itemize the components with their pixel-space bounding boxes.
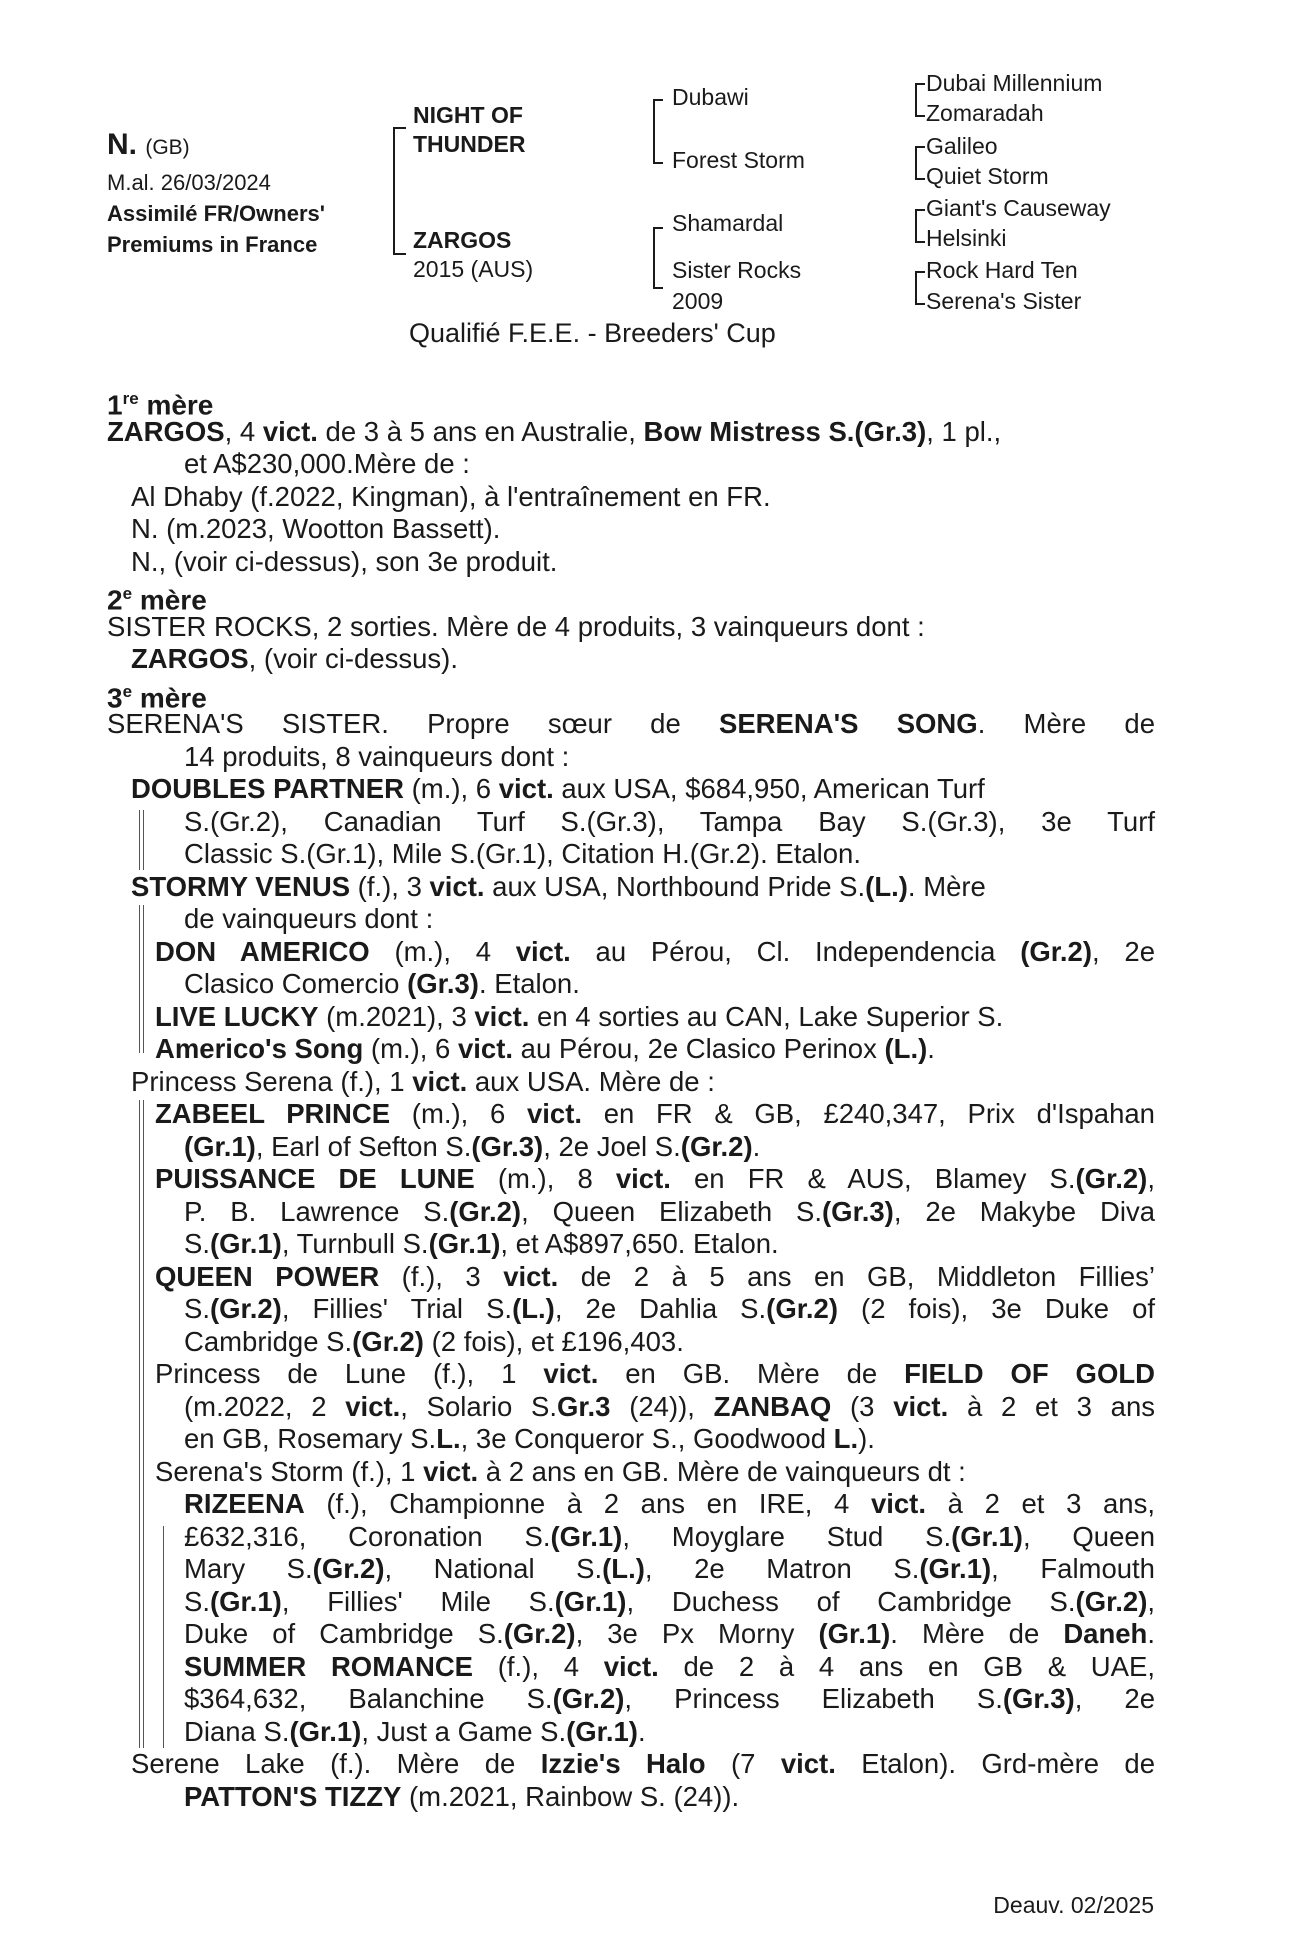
zargos-ref-line: ZARGOS, (voir ci-dessus). [131, 643, 458, 674]
puissance-de-lune-line-3: S.(Gr.1), Turnbull S.(Gr.1), et A$897,650. Etalon. [184, 1228, 779, 1259]
zargos-line-2: et A$230,000.Mère de : [184, 448, 470, 479]
don-americo-line-2: Clasico Comercio (Gr.3). Etalon. [184, 968, 580, 999]
doubles-partner-line-3: Classic S.(Gr.1), Mile S.(Gr.1), Citation H.(Gr.2). Etalon. [184, 838, 861, 869]
serenas-storm-line: Serena's Storm (f.), 1 vict. à 2 ans en GB. Mère de vainqueurs dt : [155, 1455, 966, 1487]
summer-romance-line-2: $364,632, Balanchine S.(Gr.2), Princess Elizabeth S.(Gr.3), 2e [184, 1683, 1155, 1714]
queen-power-line-3: Cambridge S.(Gr.2) (2 fois), et £196,403. [184, 1325, 684, 1357]
doubles-partner-line-1: DOUBLES PARTNER (m.), 6 vict. aux USA, $684,950, American Turf [131, 773, 985, 804]
dam-info: 2015 (AUS) [413, 256, 534, 282]
americos-song-line: Americo's Song (m.), 6 vict. au Pérou, 2e Clasico Perinox (L.). [155, 1033, 935, 1064]
dam-dam: Sister Rocks [672, 257, 802, 283]
pedigree-bracket-g3-3 [915, 209, 925, 243]
rizeena-line-3: Mary S.(Gr.2), National S.(L.), 2e Matron S.(Gr.1), Falmouth [184, 1553, 1155, 1584]
serenas-sister-line-1: SERENA'S SISTER. Propre sœur de SERENA'S SONG. Mère de [107, 708, 1155, 739]
serenas-sister-line-2: 14 produits, 8 vainqueurs dont : [184, 740, 570, 772]
princess-de-lune-line-3: en GB, Rosemary S.L., 3e Conqueror S., Goodwood L.). [184, 1423, 875, 1454]
summer-romance-line-1: SUMMER ROMANCE (f.), 4 vict. de 2 à 4 ans en GB & UAE, [184, 1650, 1155, 1682]
sire-name-line-2: THUNDER [413, 131, 526, 157]
princess-de-lune-line-1: Princess de Lune (f.), 1 vict. en GB. Mère de FIELD OF GOLD [155, 1358, 1155, 1389]
rizeena-line-2: £632,316, Coronation S.(Gr.1), Moyglare Stud S.(Gr.1), Queen [184, 1520, 1155, 1552]
produce-n-2023: N. (m.2023, Wootton Bassett). [131, 513, 501, 544]
pedigree-bracket-g3-2 [915, 146, 925, 180]
live-lucky-line: LIVE LUCKY (m.2021), 3 vict. en 4 sorties au CAN, Lake Superior S. [155, 1000, 1004, 1032]
zargos-line-1: ZARGOS, 4 vict. de 3 à 5 ans en Australie, Bow Mistress S.(Gr.3), 1 pl., [107, 415, 1002, 447]
footer-catalogue-ref: Deauv. 02/2025 [993, 1892, 1154, 1918]
queen-power-line-2: S.(Gr.2), Fillies' Trial S.(L.), 2e Dahlia S.(Gr.2) (2 fois), 3e Duke of [184, 1293, 1156, 1324]
section-2e-mere: 2e mère [107, 584, 207, 616]
princess-serena-line: Princess Serena (f.), 1 vict. aux USA. Mère de : [131, 1065, 715, 1097]
qualification-note: Qualifié F.E.E. - Breeders' Cup [409, 318, 776, 348]
dam-sire: Shamardal [672, 210, 784, 236]
sire-dam: Forest Storm [672, 147, 805, 173]
sister-rocks-line: SISTER ROCKS, 2 sorties. Mère de 4 produits, 3 vainqueurs dont : [107, 610, 925, 642]
serene-lake-line-1: Serene Lake (f.). Mère de Izzie's Halo (7 vict. Etalon). Grd-mère de [131, 1748, 1156, 1779]
pedigree-bracket-sire [653, 99, 663, 164]
rizeena-line-4: S.(Gr.1), Fillies' Mile S.(Gr.1), Duchess of Cambridge S.(Gr.2), [184, 1585, 1155, 1617]
zabeel-prince-line-2: (Gr.1), Earl of Sefton S.(Gr.3), 2e Joel S.(Gr.2). [184, 1130, 761, 1162]
puissance-de-lune-line-1: PUISSANCE DE LUNE (m.), 8 vict. en FR & AUS, Blamey S.(Gr.2), [155, 1163, 1155, 1194]
summer-romance-line-3: Diana S.(Gr.1), Just a Game S.(Gr.1). [184, 1715, 646, 1747]
serene-lake-line-2: PATTON'S TIZZY (m.2021, Rainbow S. (24)). [184, 1780, 740, 1812]
stormy-venus-line-1: STORMY VENUS (f.), 3 vict. aux USA, Northbound Pride S.(L.). Mère [131, 870, 986, 902]
puissance-de-lune-line-2: P. B. Lawrence S.(Gr.2), Queen Elizabeth S.(Gr.3), 2e Makybe Diva [184, 1195, 1155, 1227]
gen3-1: Dubai Millennium [926, 70, 1103, 96]
gen3-4: Quiet Storm [926, 163, 1049, 189]
pedigree-bracket-gen1 [393, 127, 406, 255]
gen3-3: Galileo [926, 133, 998, 159]
zabeel-prince-line-1: ZABEEL PRINCE (m.), 6 vict. en FR & GB, £240,347, Prix d'Ispahan [155, 1098, 1155, 1129]
dam-dam-year: 2009 [672, 288, 724, 314]
sire-sire: Dubawi [672, 84, 749, 110]
don-americo-line-1: DON AMERICO (m.), 4 vict. au Pérou, Cl. Independencia (Gr.2), 2e [155, 935, 1155, 967]
produce-al-dhaby: Al Dhaby (f.2022, Kingman), à l'entraînement en FR. [131, 480, 771, 512]
gen3-6: Helsinki [926, 225, 1007, 251]
section-3e-mere: 3e mère [107, 681, 207, 713]
gen3-2: Zomaradah [926, 100, 1044, 126]
section-1re-mere: 1re mère [107, 389, 214, 421]
princess-de-lune-line-2: (m.2022, 2 vict., Solario S.Gr.3 (24)), ZANBAQ (3 vict. à 2 et 3 ans [184, 1390, 1155, 1422]
pedigree-bracket-g3-4 [915, 271, 925, 305]
horse-country: (GB) [145, 136, 190, 159]
rizeena-line-5: Duke of Cambridge S.(Gr.2), 3e Px Morny (Gr.1). Mère de Daneh. [184, 1618, 1155, 1649]
assimile-line-2: Premiums in France [107, 232, 318, 257]
gen3-7: Rock Hard Ten [926, 257, 1078, 283]
horse-name: N. (GB) [107, 128, 190, 161]
pedigree-bracket-dam [653, 227, 663, 289]
pedigree-bracket-g3-1 [915, 83, 925, 117]
gen3-8: Serena's Sister [926, 288, 1082, 314]
birth-info: M.al. 26/03/2024 [107, 170, 271, 195]
rizeena-line-1: RIZEENA (f.), Championne à 2 ans en IRE, 4 vict. à 2 et 3 ans, [184, 1488, 1155, 1519]
doubles-partner-line-2: S.(Gr.2), Canadian Turf S.(Gr.3), Tampa Bay S.(Gr.3), 3e Turf [184, 805, 1155, 837]
assimile-line-1: Assimilé FR/Owners' [107, 201, 325, 226]
dam-name: ZARGOS [413, 227, 512, 253]
produce-n-self: N., (voir ci-dessus), son 3e produit. [131, 545, 558, 577]
pedigree-body [107, 383, 1155, 1813]
sire-name-line-1: NIGHT OF [413, 102, 523, 128]
queen-power-line-1: QUEEN POWER (f.), 3 vict. de 2 à 5 ans en GB, Middleton Fillies’ [155, 1260, 1156, 1292]
gen3-5: Giant's Causeway [926, 195, 1111, 221]
stormy-venus-line-2: de vainqueurs dont : [184, 903, 434, 934]
